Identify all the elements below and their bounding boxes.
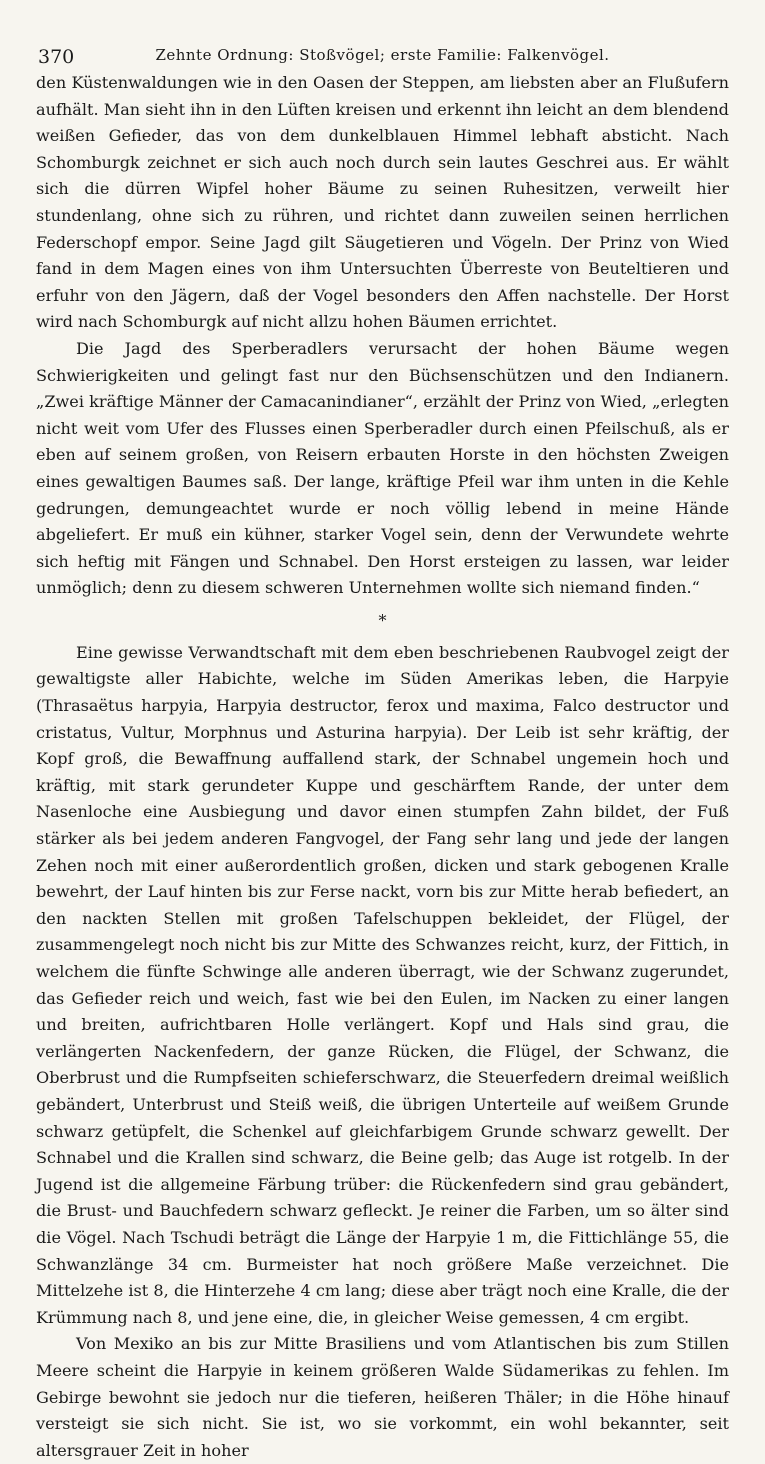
running-head: Zehnte Ordnung: Stoßvögel; erste Familie: Falkenvögel. [155, 46, 610, 64]
page-header [36, 40, 729, 70]
paragraph: Von Mexiko an bis zur Mitte Brasiliens und vom Atlantischen bis zum Stillen Meere scheint die Harpyie in keinem größeren Walde Südamerikas zu fehlen. Im Gebirge bewohnt sie jedoch nur die tieferen, heißeren Thäler; in die Höhe hinauf versteigt sie sich nicht. Sie ist, wo sie vorkommt, ein wohl bekannter, seit altersgrauer Zeit in hoher [36, 1334, 729, 1460]
section-separator: * [378, 610, 387, 630]
paragraph: Eine gewisse Verwandtschaft mit dem eben beschriebenen Raubvogel zeigt der gewaltigste aller Habichte, welche im Süden Amerikas leben, die Harpyie (Thrasaëtus harpyia, Harpyia destructor, ferox und maxima, Falco destructor und cristatus, Vultur, Morphnus und Asturina harpyia). Der Leib ist sehr kräftig, der Kopf groß, die Bewaffnung auffallend stark, der Schnabel ungemein hoch und kräftig, mit stark gerundeter Kuppe und geschärftem Rande, der unter dem Nasenloche eine Ausbiegung und davor einen stumpfen Zahn bildet, der Fuß stärker als bei jedem anderen Fangvogel, der Fang sehr lang und jede der langen Zehen noch mit einer außerordentlich großen, dicken und stark gebogenen Kralle bewehrt, der Lauf hinten bis zur Ferse nackt, vorn bis zur Mitte herab befiedert, an den nackten Stellen mit großen Tafelschuppen bekleidet, der Flügel, der zusammengelegt noch nicht bis zur Mitte des Schwanzes reicht, kurz, der Fittich, in welchem die fünfte Schwinge alle anderen überragt, wie der Schwanz zugerundet, das Gefieder reich und weich, fast wie bei den Eulen, im Nacken zu einer langen und breiten, aufrichtbaren Holle verlängert. Kopf und Hals sind grau, die verlängerten Nackenfedern, der ganze Rücken, die Flügel, der Schwanz, die Oberbrust und die Rumpfseiten schieferschwarz, die Steuerfedern dreimal weißlich gebändert, Unterbrust und Steiß weiß, die übrigen Unterteile auf weißem Grunde schwarz getüpfelt, die Schenkel auf gleichfarbigem Grunde schwarz gewellt. Der Schnabel und die Krallen sind schwarz, die Beine gelb; das Auge ist rotgelb. In der Jugend ist die allgemeine Färbung trüber: die Rückenfedern sind grau gebändert, die Brust- und Bauchfedern schwarz gefleckt. Je reiner die Farben, um so älter sind die Vögel. Nach Tschudi beträgt die Länge der Harpyie 1 m, die Fittichlänge 55, die Schwanzlänge 34 cm. Burmeister hat noch größere Maße verzeichnet. Die Mittelzehe ist 8, die Hinterzehe 4 cm lang; diese aber trägt noch eine Kralle, die der Krümmung nach 8, und jene eine, die, in gleicher Weise gemessen, 4 cm ergibt. [36, 642, 729, 1327]
page-body [36, 70, 729, 1464]
paragraph: den Küstenwaldungen wie in den Oasen der Steppen, am liebsten aber an Flußufern aufhält. Man sieht ihn in den Lüften kreisen und erkennt ihn leicht an dem blendend weißen Gefieder, das von dem dunkelblauen Himmel lebhaft absticht. Nach Schomburgk zeichnet er sich auch noch durch sein lautes Geschrei aus. Er wählt sich die dürren Wipfel hoher Bäume zu seinen Ruhesitzen, verweilt hier stundenlang, ohne sich zu rühren, und richtet dann zuweilen seinen herrlichen Federschopf empor. Seine Jagd gilt Säugetieren und Vögeln. Der Prinz von Wied fand in dem Magen eines von ihm Untersuchten Überreste von Beuteltieren und erfuhr von den Jägern, daß der Vogel besonders den Affen nachstelle. Der Horst wird nach Schomburgk auf nicht allzu hohen Bäumen errichtet. [36, 73, 729, 332]
page-number: 370 [38, 46, 75, 68]
paragraph: Die Jagd des Sperberadlers verursacht der hohen Bäume wegen Schwierigkeiten und gelingt fast nur den Büchsenschützen und den Indianern. „Zwei kräftige Männer der Camacanindianer“, erzählt der Prinz von Wied, „erlegten nicht weit vom Ufer des Flusses einen Sperberadler durch einen Pfeilschuß, als er eben auf seinem großen, von Reisern erbauten Horste in den höchsten Zweigen eines gewaltigen Baumes saß. Der lange, kräftige Pfeil war ihm unten in die Kehle gedrungen, demungeachtet wurde er noch völlig lebend in meine Hände abgeliefert. Er muß ein kühner, starker Vogel sein, denn der Verwundete wehrte sich heftig mit Fängen und Schnabel. Den Horst ersteigen zu lassen, war leider unmöglich; denn zu diesem schweren Unternehmen wollte sich niemand finden.“ [36, 338, 729, 598]
